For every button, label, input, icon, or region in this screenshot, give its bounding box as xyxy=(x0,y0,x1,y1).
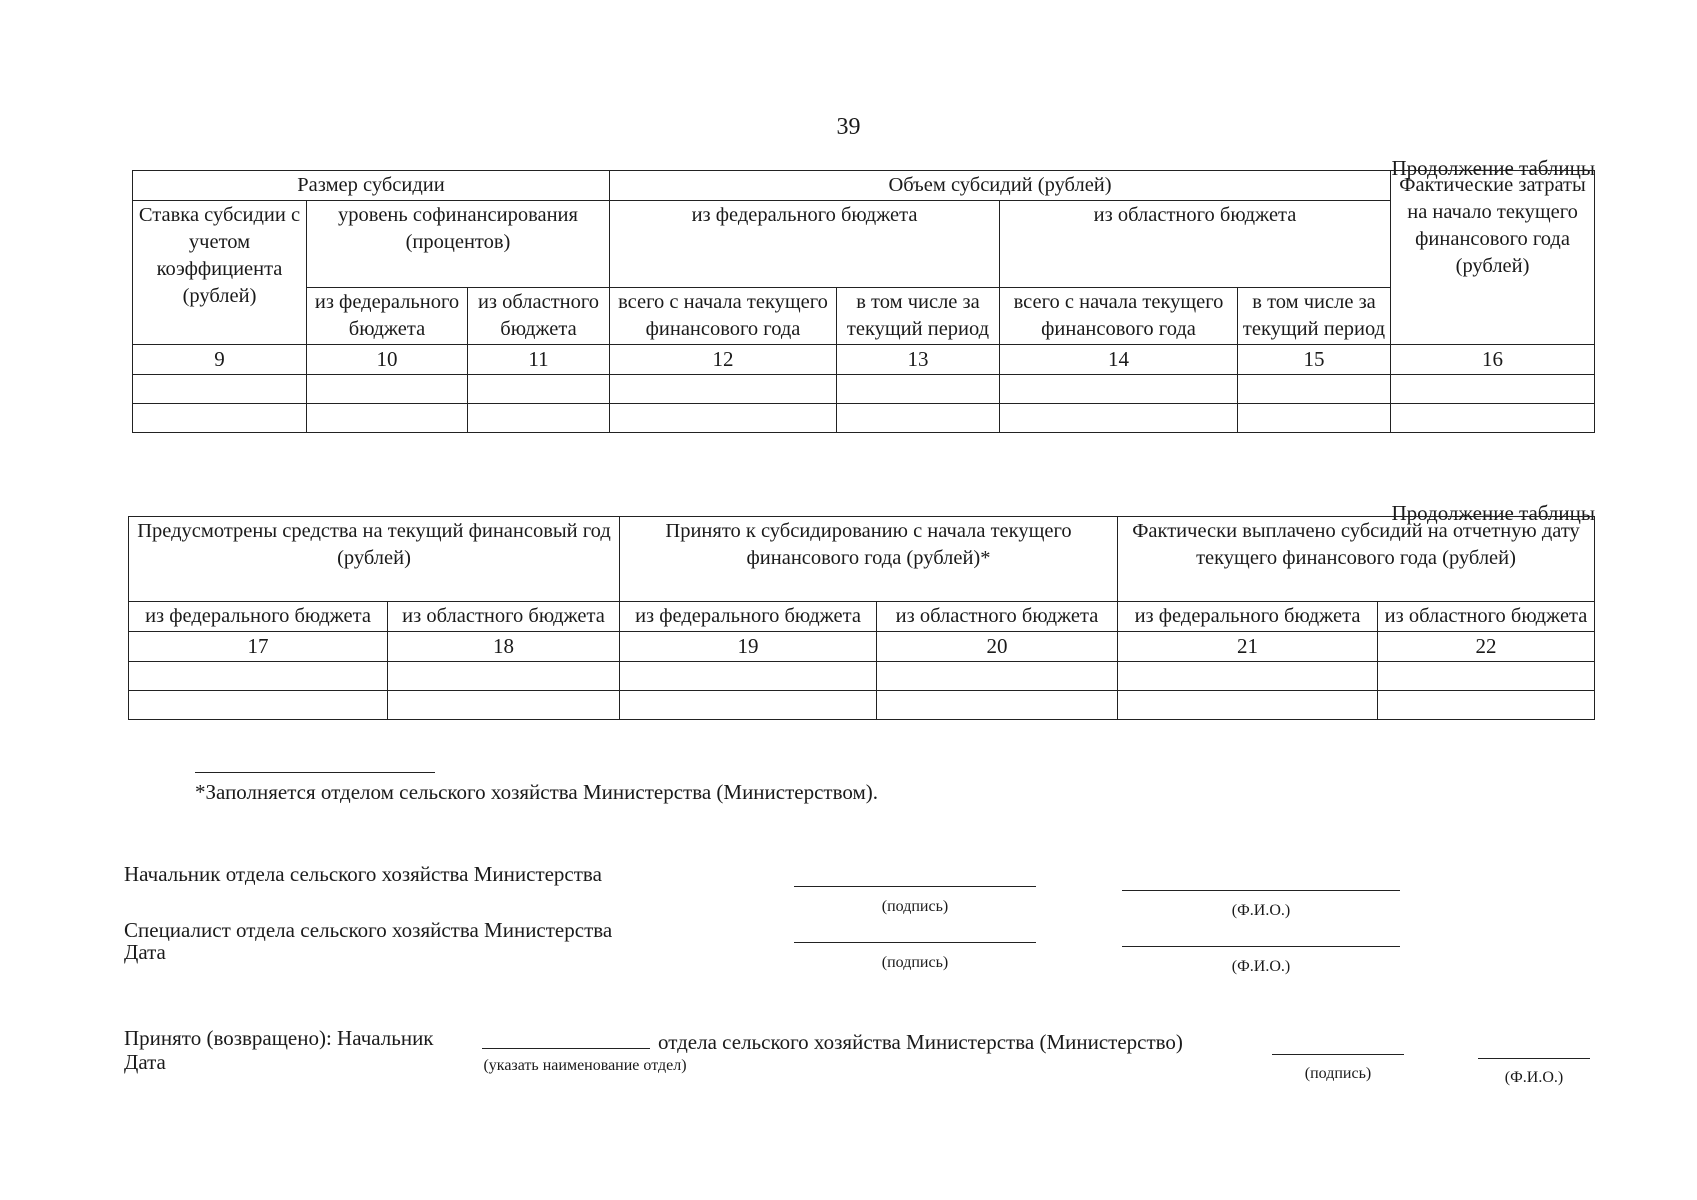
header-accepted-federal: из федерального бюджета xyxy=(620,602,877,632)
column-number-row xyxy=(133,345,1595,375)
header-rate-with-coefficient: Ставка субсидии с учетом коэффициента (рублей) xyxy=(133,201,307,345)
table-cell[interactable] xyxy=(1238,404,1391,433)
table-cell[interactable] xyxy=(388,691,620,720)
table-cell[interactable] xyxy=(1118,662,1378,691)
table-cell[interactable] xyxy=(133,375,307,404)
header-actual-costs: Фактические затраты на начало текущего финансового года (рублей) xyxy=(1391,171,1595,345)
table-cell[interactable] xyxy=(1391,375,1595,404)
acceptance-prefix: Принято (возвращено): Начальник xyxy=(124,1026,434,1050)
table-cell[interactable] xyxy=(877,662,1118,691)
header-regional-total: всего с начала текущего финансового года xyxy=(1000,288,1238,345)
department-caption: (указать наименование отдел) xyxy=(483,1057,687,1074)
head-name-line[interactable] xyxy=(1122,890,1400,891)
name-caption: (Ф.И.О.) xyxy=(1231,958,1291,975)
header-volume-federal: из федерального бюджета xyxy=(610,201,1000,288)
column-number: 10 xyxy=(307,345,468,375)
table-cell[interactable] xyxy=(129,691,388,720)
subsidy-payments-table xyxy=(128,516,1595,720)
header-accepted-regional: из областного бюджета xyxy=(877,602,1118,632)
footnote: *Заполняется отделом сельского хозяйства Министерства (Министерством). xyxy=(195,780,879,804)
table-cell[interactable] xyxy=(133,404,307,433)
header-subsidy-volume: Объем субсидий (рублей) xyxy=(610,171,1391,201)
table-cell[interactable] xyxy=(877,691,1118,720)
header-planned-funds: Предусмотрены средства на текущий финансовый год (рублей) xyxy=(129,517,620,602)
header-cofin-regional: из областного бюджета xyxy=(468,288,610,345)
signature-caption: (подпись) xyxy=(881,898,949,915)
header-federal-total: всего с начала текущего финансового года xyxy=(610,288,837,345)
column-number: 11 xyxy=(468,345,610,375)
table-cell[interactable] xyxy=(610,375,837,404)
header-accepted-subsidies: Принято к субсидированию с начала текущего финансового года (рублей)* xyxy=(620,517,1118,602)
signature-caption: (подпись) xyxy=(881,954,949,971)
column-number: 17 xyxy=(129,632,388,662)
column-number: 9 xyxy=(133,345,307,375)
header-paid-regional: из областного бюджета xyxy=(1378,602,1595,632)
header-planned-regional: из областного бюджета xyxy=(388,602,620,632)
column-number: 14 xyxy=(1000,345,1238,375)
column-number: 20 xyxy=(877,632,1118,662)
acceptance-signature-line[interactable] xyxy=(1272,1054,1404,1055)
column-number: 12 xyxy=(610,345,837,375)
table-cell[interactable] xyxy=(468,404,610,433)
column-number: 13 xyxy=(837,345,1000,375)
table-cell[interactable] xyxy=(129,662,388,691)
header-federal-period: в том числе за текущий период xyxy=(837,288,1000,345)
column-number: 22 xyxy=(1378,632,1595,662)
header-volume-regional: из областного бюджета xyxy=(1000,201,1391,288)
column-number: 19 xyxy=(620,632,877,662)
table-row xyxy=(129,691,1595,720)
table-cell[interactable] xyxy=(837,375,1000,404)
name-caption: (Ф.И.О.) xyxy=(1504,1069,1564,1086)
acceptance-middle: отдела сельского хозяйства Министерства (Министерство) xyxy=(658,1030,1183,1054)
acceptance-date-label: Дата xyxy=(124,1050,166,1074)
header-paid-federal: из федерального бюджета xyxy=(1118,602,1378,632)
name-caption: (Ф.И.О.) xyxy=(1231,902,1291,919)
header-regional-period: в том числе за текущий период xyxy=(1238,288,1391,345)
head-signature-line[interactable] xyxy=(794,886,1036,887)
column-number: 15 xyxy=(1238,345,1391,375)
table-cell[interactable] xyxy=(1118,691,1378,720)
table-cell[interactable] xyxy=(1378,691,1595,720)
column-number: 21 xyxy=(1118,632,1378,662)
header-cofinancing-level: уровень софинансирования (процентов) xyxy=(307,201,610,288)
header-subsidy-size: Размер субсидии xyxy=(133,171,610,201)
department-name-line[interactable] xyxy=(482,1048,650,1049)
specialist-name-line[interactable] xyxy=(1122,946,1400,947)
table-cell[interactable] xyxy=(610,404,837,433)
table-cell[interactable] xyxy=(388,662,620,691)
signature-caption: (подпись) xyxy=(1304,1065,1372,1082)
acceptance-name-line[interactable] xyxy=(1478,1058,1590,1059)
column-number: 16 xyxy=(1391,345,1595,375)
page-number: 39 xyxy=(836,114,861,140)
table-cell[interactable] xyxy=(837,404,1000,433)
subsidy-size-table xyxy=(132,170,1595,433)
table-cell[interactable] xyxy=(1391,404,1595,433)
specialist-label: Специалист отдела сельского хозяйства Министерства xyxy=(124,918,613,942)
continuation-label-1: Продолжение таблицы xyxy=(1391,156,1595,180)
table-cell[interactable] xyxy=(307,375,468,404)
table-cell[interactable] xyxy=(1238,375,1391,404)
table-cell[interactable] xyxy=(468,375,610,404)
table-cell[interactable] xyxy=(1000,375,1238,404)
header-actually-paid: Фактически выплачено субсидий на отчетную дату текущего финансового года (рублей) xyxy=(1118,517,1595,602)
footnote-rule xyxy=(195,772,435,773)
table-cell[interactable] xyxy=(1000,404,1238,433)
head-of-department-label: Начальник отдела сельского хозяйства Министерства xyxy=(124,862,602,886)
table-cell[interactable] xyxy=(620,662,877,691)
header-planned-federal: из федерального бюджета xyxy=(129,602,388,632)
table-cell[interactable] xyxy=(620,691,877,720)
table-cell[interactable] xyxy=(307,404,468,433)
column-number: 18 xyxy=(388,632,620,662)
table-cell[interactable] xyxy=(1378,662,1595,691)
table-row xyxy=(133,375,1595,404)
column-number-row xyxy=(129,632,1595,662)
continuation-label-2: Продолжение таблицы xyxy=(1391,501,1595,525)
header-cofin-federal: из федерального бюджета xyxy=(307,288,468,345)
table-row xyxy=(133,404,1595,433)
specialist-signature-line[interactable] xyxy=(794,942,1036,943)
table-row xyxy=(129,662,1595,691)
specialist-date-label: Дата xyxy=(124,940,166,964)
